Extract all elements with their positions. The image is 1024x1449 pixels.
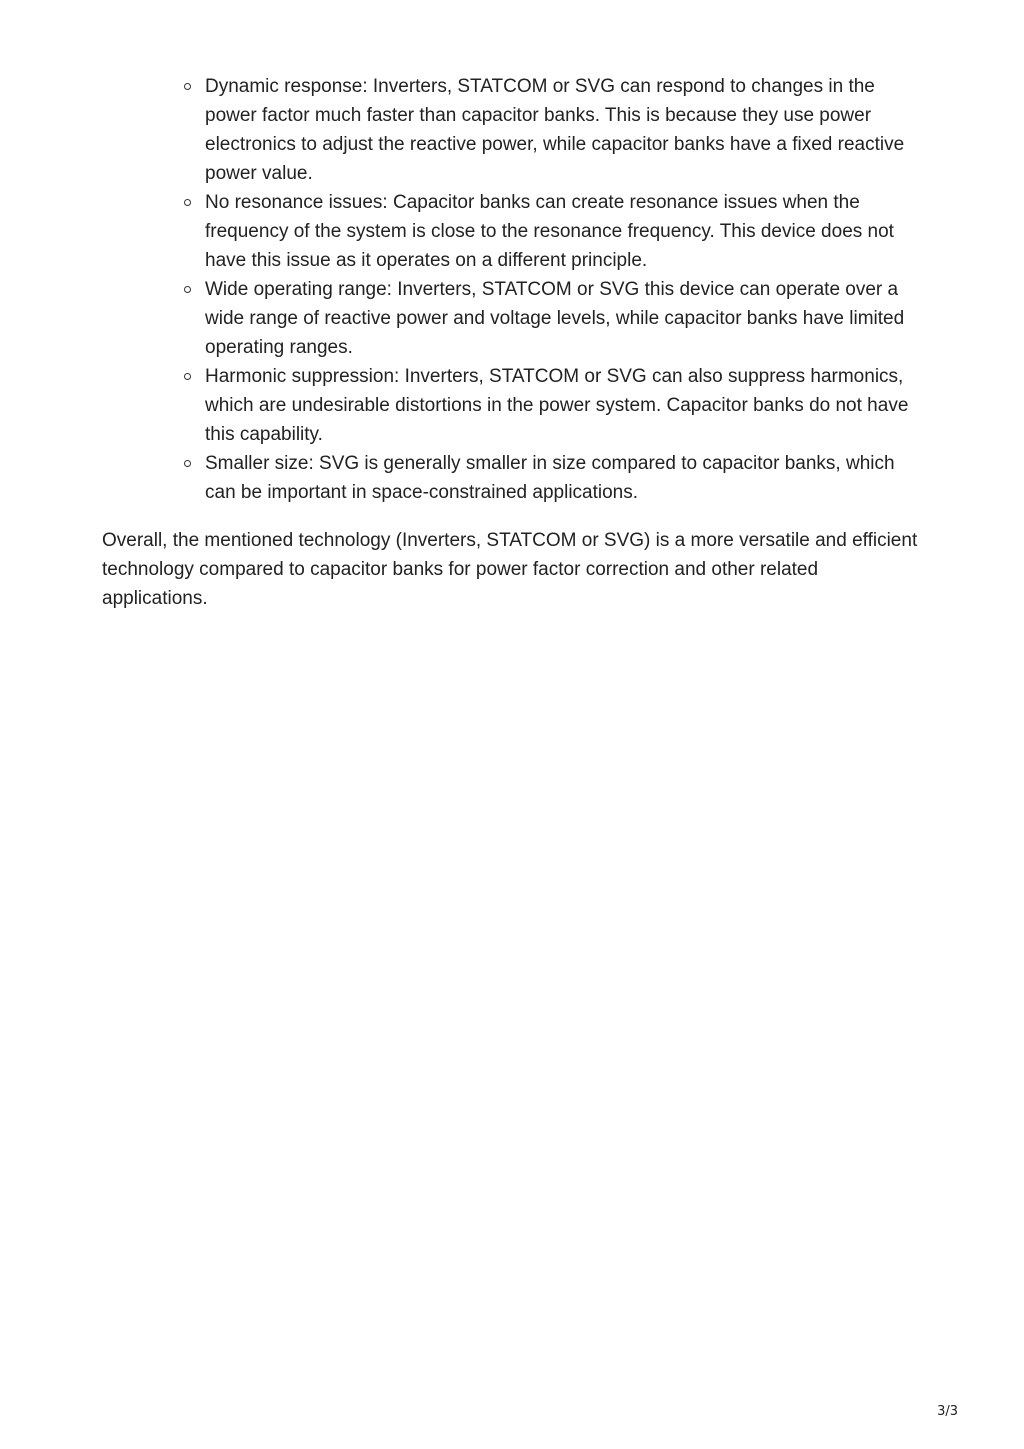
advantages-list xyxy=(183,72,928,507)
list-item-text: No resonance issues: Capacitor banks can create resonance issues when the frequency of the system is close to the resonance frequency. This device does not have this issue as it operates on a different principle. xyxy=(205,192,894,271)
list-item-text: Smaller size: SVG is generally smaller in size compared to capacitor banks, which can be important in space-constrained applications. xyxy=(205,453,895,503)
list-item xyxy=(183,449,928,507)
list-item xyxy=(183,188,928,275)
list-item-text: Harmonic suppression: Inverters, STATCOM or SVG can also suppress harmonics, which are undesirable distortions in the power system. Capacitor banks do not have this capability. xyxy=(205,366,909,445)
list-item xyxy=(183,362,928,449)
summary-paragraph: Overall, the mentioned technology (Inverters, STATCOM or SVG) is a more versatile and efficient technology compared to capacitor banks for power factor correction and other related applications. xyxy=(102,530,918,609)
hollow-circle-bullet-icon xyxy=(184,286,191,293)
list-item xyxy=(183,275,928,362)
hollow-circle-bullet-icon xyxy=(184,460,191,467)
hollow-circle-bullet-icon xyxy=(184,83,191,90)
list-item xyxy=(183,72,928,188)
list-item-text: Dynamic response: Inverters, STATCOM or SVG can respond to changes in the power factor much faster than capacitor banks. This is because they use power electronics to adjust the reactive power, while capacitor banks have a fixed reactive power value. xyxy=(205,76,905,184)
hollow-circle-bullet-icon xyxy=(184,373,191,380)
hollow-circle-bullet-icon xyxy=(184,199,191,206)
list-item-text: Wide operating range: Inverters, STATCOM or SVG this device can operate over a wide range of reactive power and voltage levels, while capacitor banks have limited operating ranges. xyxy=(205,279,905,358)
page-number: 3/3 xyxy=(937,1404,958,1419)
